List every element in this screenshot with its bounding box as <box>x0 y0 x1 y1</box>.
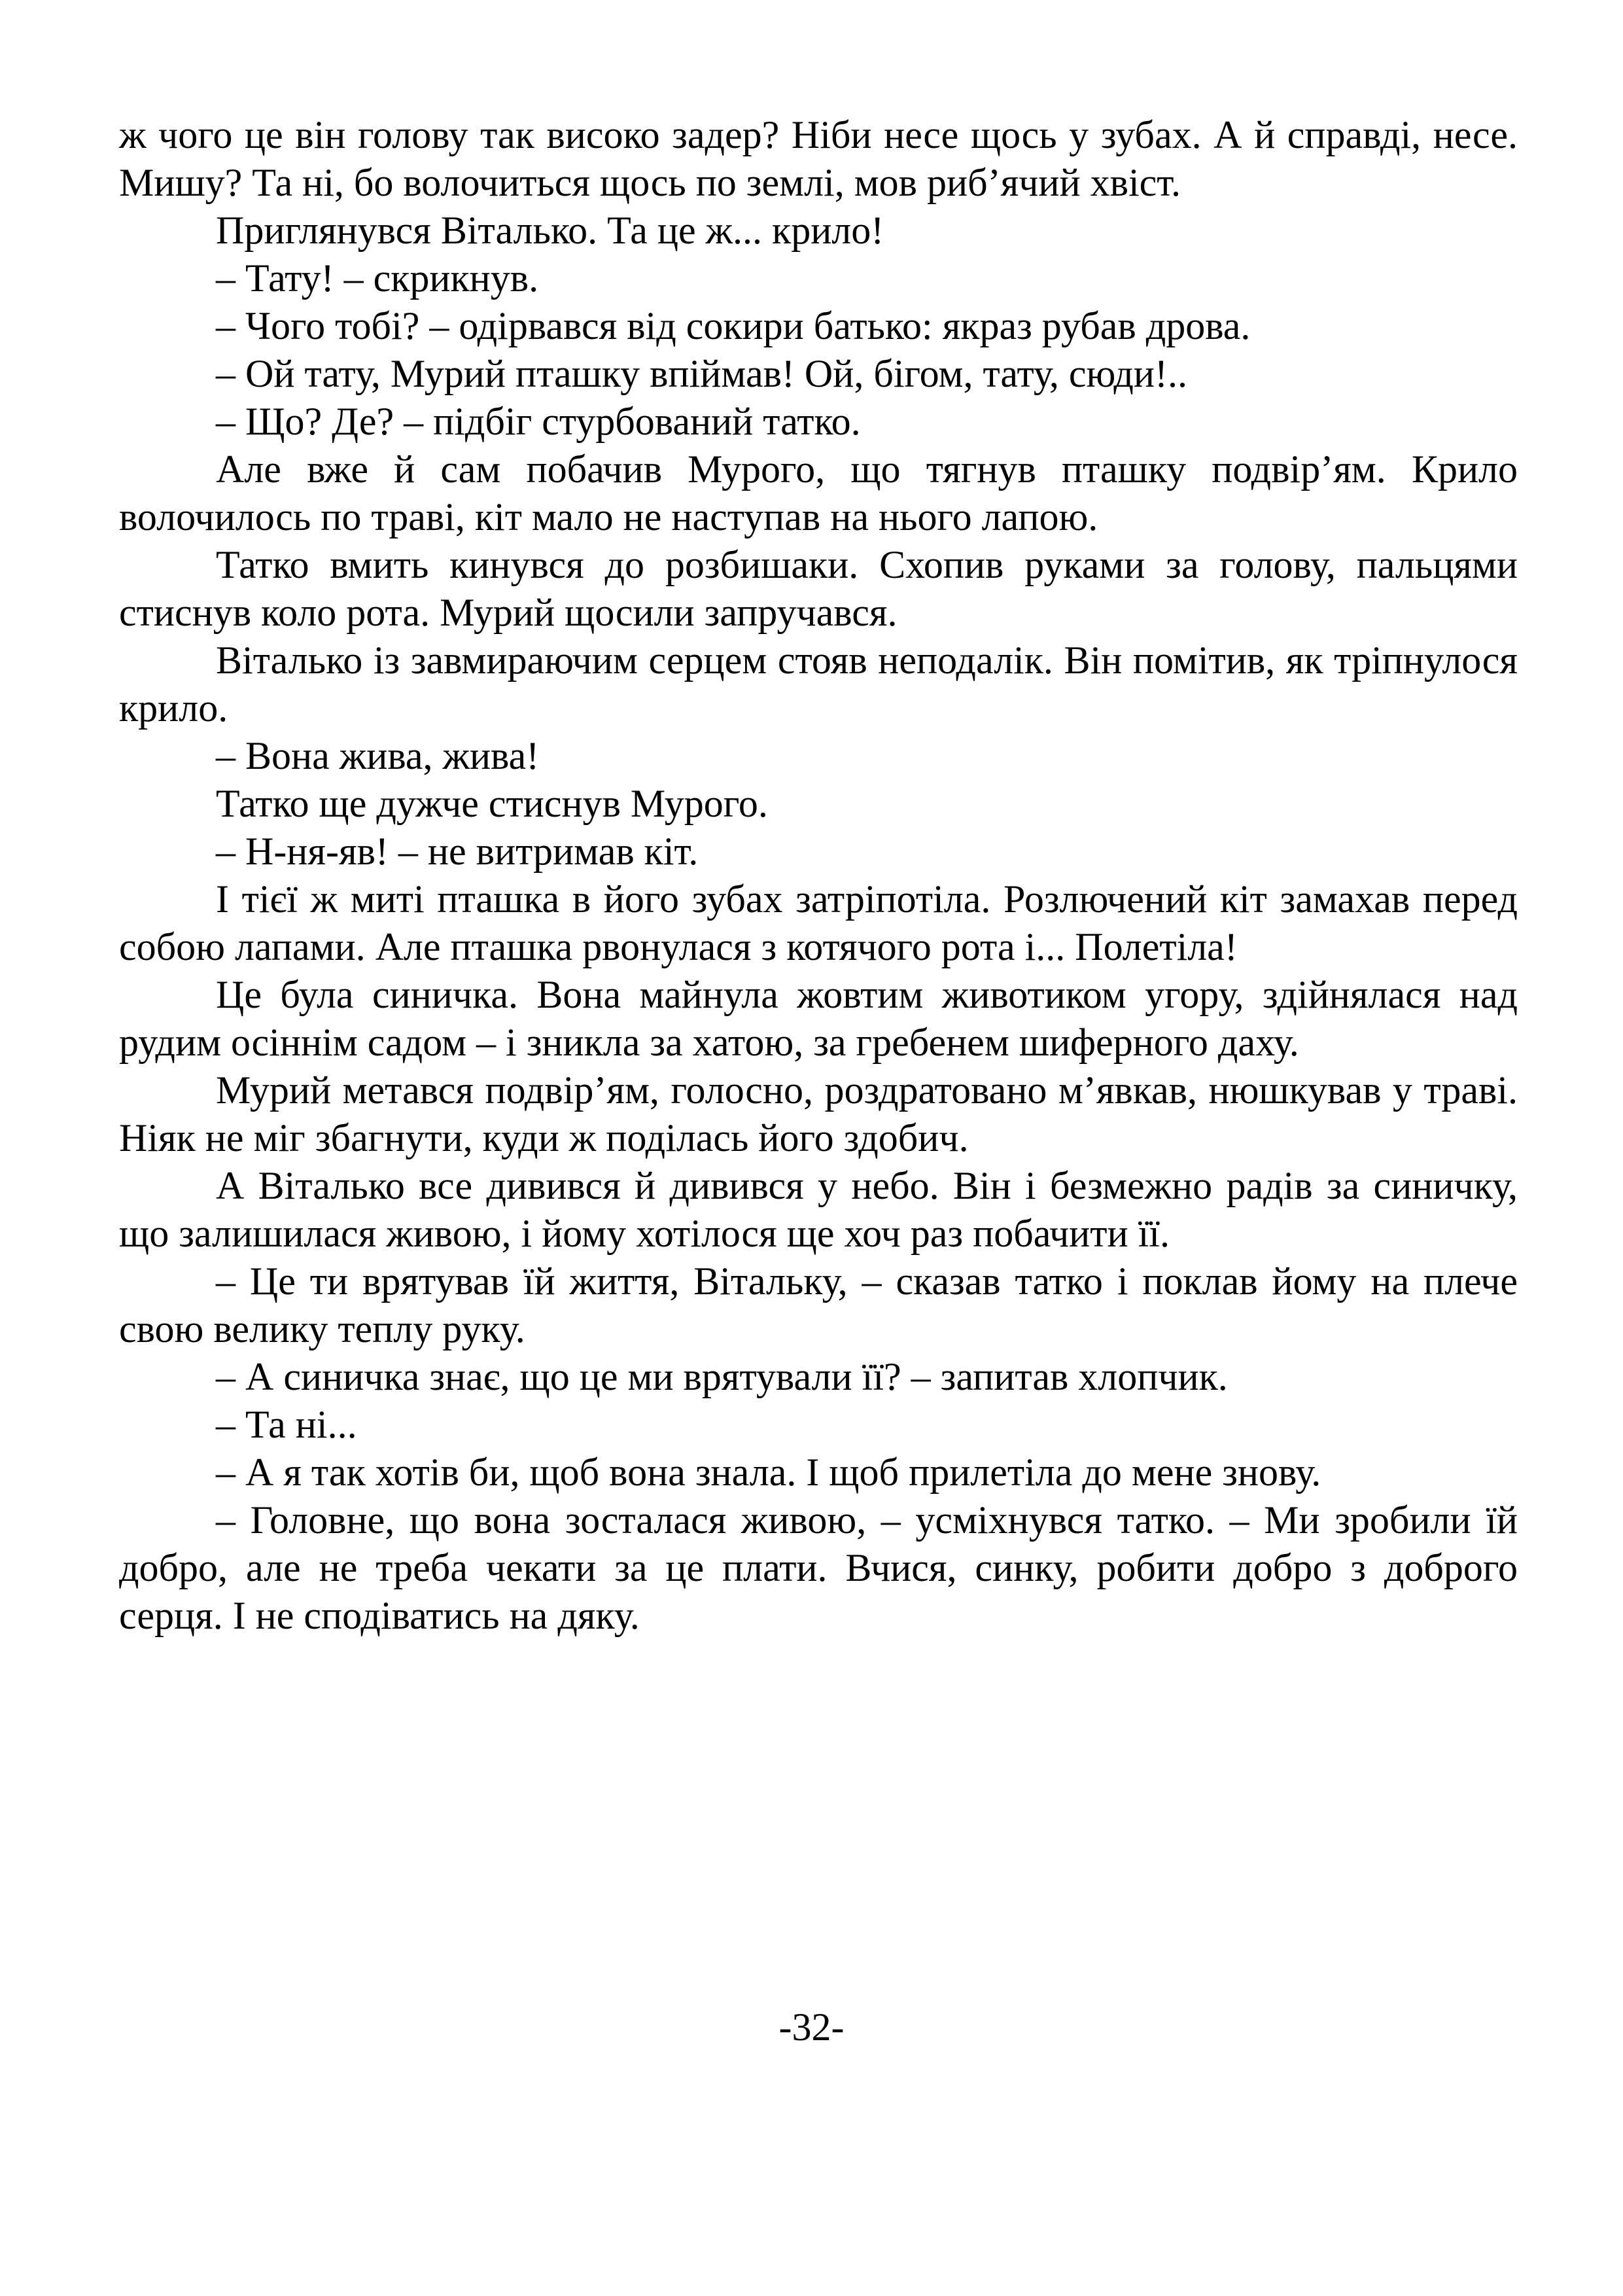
paragraph: Але вже й сам побачив Мурого, що тягнув пташку подвір’ям. Крило волочилось по траві, кіт мало не наступав на нього лапою. <box>119 448 1518 539</box>
paragraph: Мурий метався подвір’ям, голосно, роздратовано м’явкав, нюшкував у траві. Ніяк не міг збагнути, куди ж поділась його здобич. <box>119 1069 1518 1159</box>
dialogue-line: – Н-ня-яв! – не витримав кіт. <box>216 830 699 873</box>
paragraph-continuation: ж чого це він голову так високо задер? Ніби несе щось у зубах. А й справді, несе. Мишу? Та ні, бо волочиться щось по землі, мов риб’ячий хвіст. <box>119 113 1518 204</box>
paragraph: А Віталько все дивився й дивився у небо. Він і безмежно радів за синичку, що залишилася живою, і йому хотілося ще хоч раз побачити її. <box>119 1164 1518 1255</box>
dialogue-line: – Головне, що вона зосталася живою, – усміхнувся татко. – Ми зробили їй добро, але не треба чекати за це плати. Вчися, синку, робити добро з доброго серця. І не сподіватись на дяку. <box>119 1498 1518 1637</box>
paragraph: Це була синичка. Вона майнула жовтим животиком угору, здійнялася над рудим осіннім садом – і зникла за хатою, за гребенем шиферного даху. <box>119 973 1518 1064</box>
dialogue-line: – Ой тату, Мурий пташку впіймав! Ой, бігом, тату, сюди!.. <box>216 352 1187 395</box>
dialogue-line: – Та ні... <box>216 1403 357 1446</box>
paragraph: Татко вмить кинувся до розбишаки. Схопив руками за голову, пальцями стиснув коло рота. Мурий щосили запручався. <box>119 543 1518 634</box>
page-number: -32- <box>778 2005 845 2049</box>
paragraph: Татко ще дужче стиснув Мурого. <box>216 782 768 825</box>
paragraph: І тієї ж миті пташка в його зубах затріпотіла. Розлючений кіт замахав перед собою лапами. Але пташка рвонулася з котячого рота і... Полетіла! <box>119 877 1518 968</box>
dialogue-line: – Чого тобі? – одірвався від сокири батько: якраз рубав дрова. <box>216 304 1251 347</box>
dialogue-line: – Що? Де? – підбіг стурбований татко. <box>216 400 861 443</box>
dialogue-line: – Вона жива, жива! <box>216 734 540 777</box>
dialogue-line: – Це ти врятував їй життя, Вітальку, – сказав татко і поклав йому на плече свою велику теплу руку. <box>119 1260 1518 1351</box>
dialogue-line: – А я так хотів би, щоб вона знала. І щоб прилетіла до мене знову. <box>216 1451 1321 1494</box>
dialogue-line: – Тату! – скрикнув. <box>216 256 539 300</box>
body-text <box>119 111 1518 1640</box>
paragraph: Приглянувся Віталько. Та це ж... крило! <box>216 209 884 252</box>
dialogue-line: – А синичка знає, що це ми врятували її? – запитав хлопчик. <box>216 1355 1228 1398</box>
paragraph: Віталько із завмираючим серцем стояв неподалік. Він помітив, як тріпнулося крило. <box>119 639 1518 730</box>
